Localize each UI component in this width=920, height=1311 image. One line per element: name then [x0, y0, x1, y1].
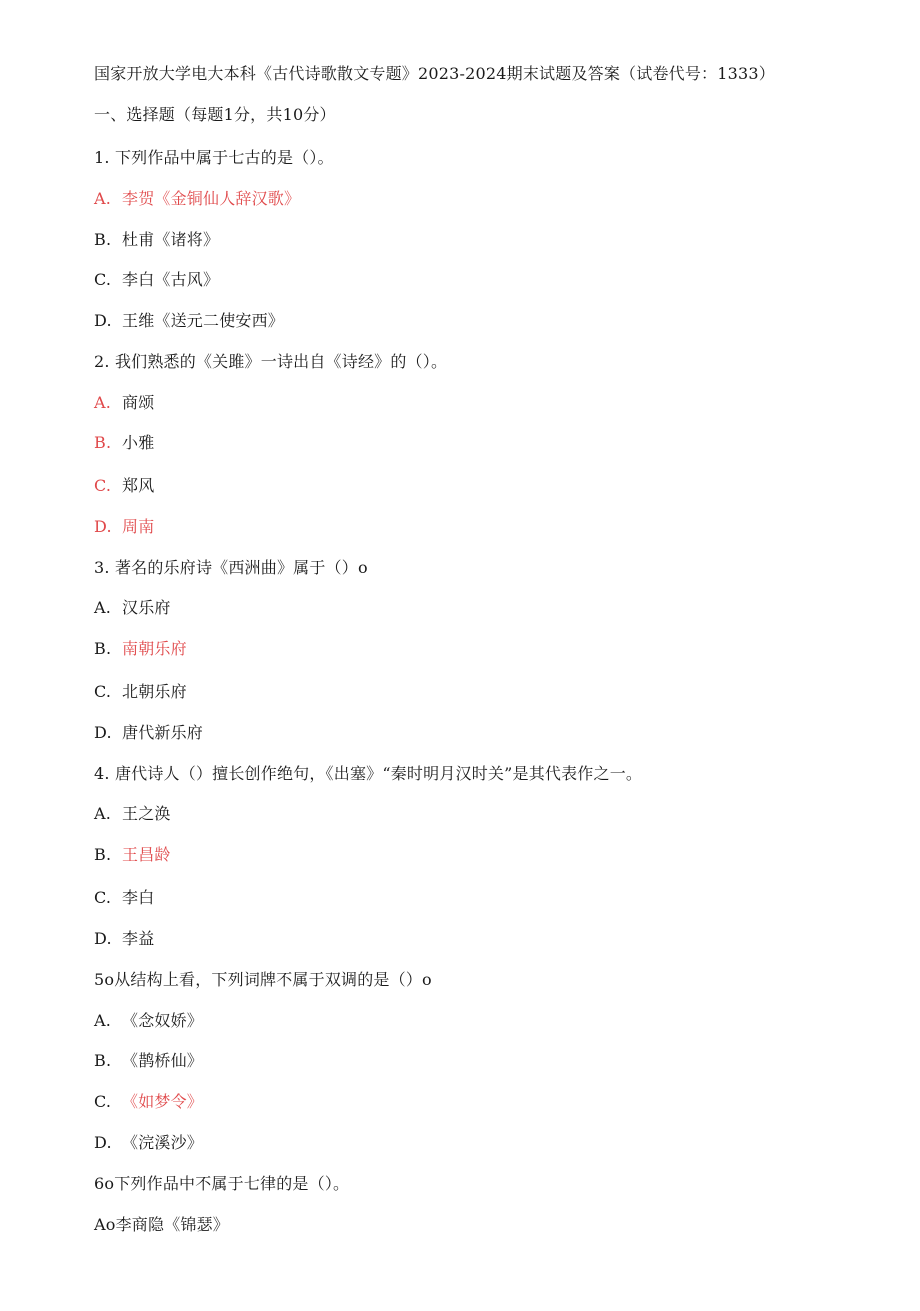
option-text: 周南	[122, 517, 155, 536]
option-text: 汉乐府	[122, 598, 171, 617]
section-heading: 一、选择题（每题1分，共10分）	[94, 105, 336, 124]
question-6-option-a: Ao李商隐《锦瑟》	[94, 1215, 229, 1234]
option-letter: C.	[94, 1092, 112, 1111]
option-text: 王维《送元二使安西》	[122, 311, 285, 330]
option-letter: B.	[94, 845, 112, 864]
question-2-option-c	[94, 476, 154, 496]
option-text: 李贺《金铜仙人辞汉歌》	[122, 189, 301, 208]
option-letter: B.	[94, 230, 112, 249]
document-title: 国家开放大学电大本科《古代诗歌散文专题》2023-2024期末试题及答案（试卷代号：1333）	[94, 64, 775, 83]
question-4-option-c	[94, 888, 154, 908]
question-5-option-a	[94, 1011, 203, 1031]
option-letter: A.	[94, 804, 112, 823]
option-text: 南朝乐府	[122, 639, 187, 658]
question-5-option-d	[94, 1133, 203, 1153]
question-4-option-a	[94, 804, 171, 824]
option-letter: D.	[94, 517, 112, 536]
option-text: 郑风	[122, 476, 155, 495]
question-6-stem: 6o下列作品中不属于七律的是（）。	[94, 1174, 350, 1193]
option-letter: A.	[94, 393, 112, 412]
option-text: 李白	[122, 888, 155, 907]
option-text: 《如梦令》	[122, 1092, 204, 1111]
question-3-stem: 3. 著名的乐府诗《西洲曲》属于（）o	[94, 558, 368, 577]
question-2-stem: 2. 我们熟悉的《关雎》一诗出自《诗经》的（）。	[94, 352, 448, 371]
question-3-option-b	[94, 639, 187, 659]
option-text: 《念奴娇》	[122, 1011, 204, 1030]
option-letter: A.	[94, 1011, 112, 1030]
option-letter: D.	[94, 311, 112, 330]
question-1-stem: 1. 下列作品中属于七古的是（）。	[94, 148, 334, 167]
question-2-option-b	[94, 433, 154, 453]
option-text: 王昌龄	[122, 845, 171, 864]
option-letter: D.	[94, 723, 112, 742]
question-4-option-b	[94, 845, 171, 865]
question-5-option-c	[94, 1092, 203, 1112]
option-text: 小雅	[122, 433, 155, 452]
question-4-stem: 4. 唐代诗人（）擅长创作绝句，《出塞》“秦时明月汉时关”是其代表作之一。	[94, 764, 643, 783]
option-text: 《鹊桥仙》	[122, 1051, 204, 1070]
question-3-option-a	[94, 598, 171, 618]
question-1-option-b	[94, 230, 219, 250]
option-letter: B.	[94, 1051, 112, 1070]
question-4-option-d	[94, 929, 154, 949]
option-letter: A.	[94, 598, 112, 617]
question-3-option-c	[94, 682, 187, 702]
question-1-option-c	[94, 270, 219, 290]
option-letter: D.	[94, 929, 112, 948]
option-letter: D.	[94, 1133, 112, 1152]
option-text: 杜甫《诸将》	[122, 230, 220, 249]
option-text: 商颂	[122, 393, 155, 412]
option-letter: B.	[94, 639, 112, 658]
option-text: 北朝乐府	[122, 682, 187, 701]
question-2-option-a	[94, 393, 154, 413]
question-3-option-d	[94, 723, 203, 743]
question-1-option-a	[94, 189, 300, 209]
option-text: 《浣溪沙》	[122, 1133, 204, 1152]
option-letter: C.	[94, 682, 112, 701]
question-2-option-d	[94, 517, 154, 537]
option-letter: B.	[94, 433, 112, 452]
question-1-option-d	[94, 311, 284, 331]
option-letter: A.	[94, 189, 112, 208]
option-letter: C.	[94, 476, 112, 495]
question-5-stem: 5o从结构上看，下列词牌不属于双调的是（）o	[94, 970, 432, 989]
option-text: 王之涣	[122, 804, 171, 823]
option-letter: C.	[94, 888, 112, 907]
option-text: 李益	[122, 929, 155, 948]
option-text: 唐代新乐府	[122, 723, 204, 742]
option-text: 李白《古风》	[122, 270, 220, 289]
question-5-option-b	[94, 1051, 203, 1071]
option-letter: C.	[94, 270, 112, 289]
